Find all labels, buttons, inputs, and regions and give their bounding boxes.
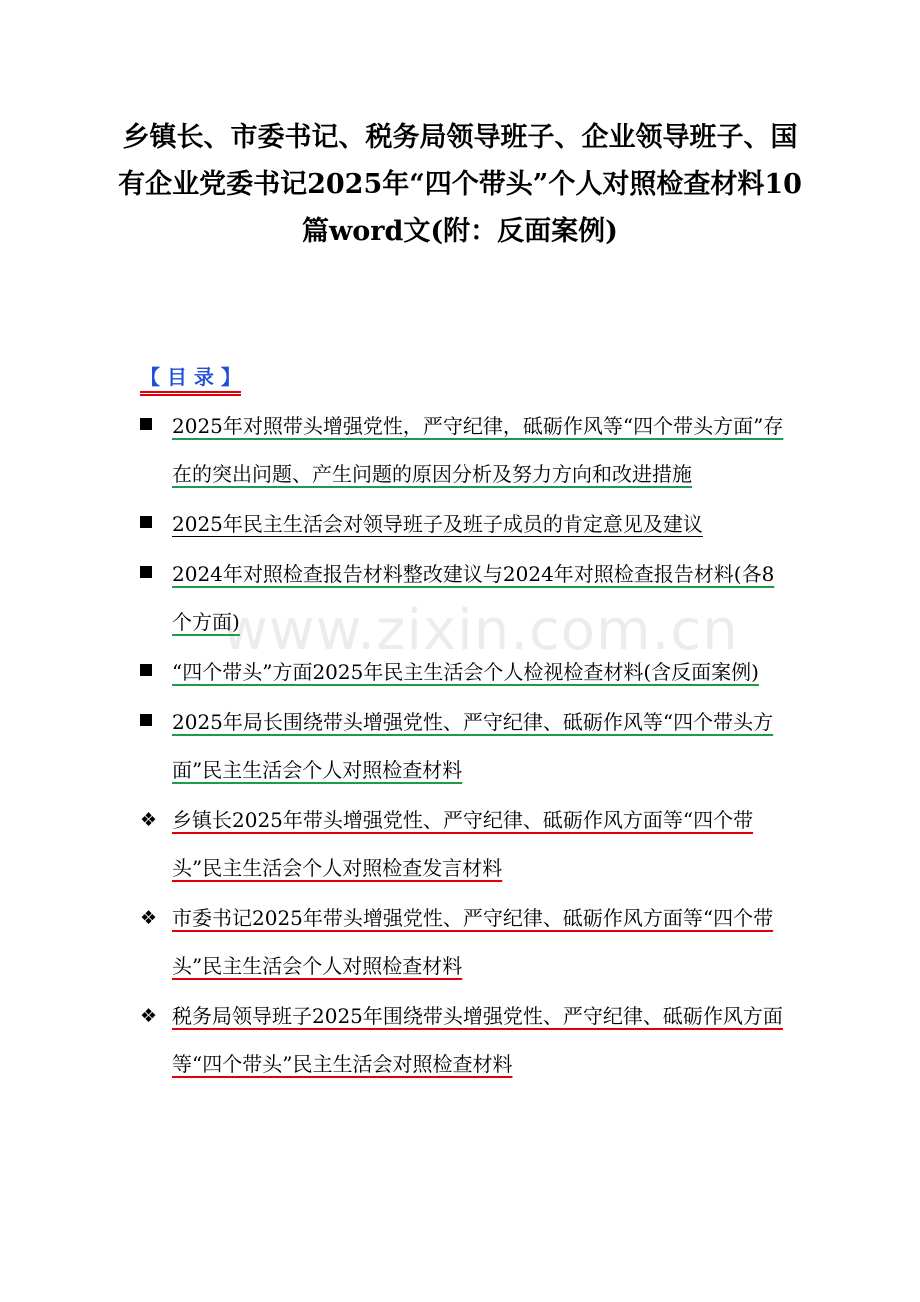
square-bullet-icon bbox=[140, 648, 172, 696]
toc-item[interactable] bbox=[140, 992, 790, 1088]
toc-item[interactable] bbox=[140, 894, 790, 990]
toc-item[interactable] bbox=[140, 648, 790, 696]
toc-item[interactable] bbox=[140, 698, 790, 794]
toc-item[interactable] bbox=[140, 500, 790, 548]
square-bullet-icon bbox=[140, 500, 172, 548]
toc-link[interactable]: 税务局领导班子2025年围绕带头增强党性、严守纪律、砥砺作风方面等“四个带头”民主生活会对照检查材料 bbox=[172, 1004, 783, 1076]
square-bullet-icon bbox=[140, 550, 172, 598]
toc-list bbox=[140, 402, 790, 1090]
toc-item[interactable] bbox=[140, 796, 790, 892]
diamond-bullet-icon: ❖ bbox=[140, 1005, 158, 1027]
square-bullet-icon bbox=[140, 402, 172, 450]
toc-link[interactable]: 乡镇长2025年带头增强党性、严守纪律、砥砺作风方面等“四个带头”民主生活会个人对照检查发言材料 bbox=[172, 808, 754, 880]
square-bullet-icon bbox=[140, 698, 172, 746]
diamond-bullet-icon: ❖ bbox=[140, 809, 158, 831]
toc-link[interactable]: 2025年民主生活会对领导班子及班子成员的肯定意见及建议 bbox=[172, 512, 703, 536]
document-title: 乡镇长、市委书记、税务局领导班子、企业领导班子、国有企业党委书记2025年“四个带头”个人对照检查材料10篇word文(附：反面案例) bbox=[118, 122, 802, 247]
toc-link[interactable]: 市委书记2025年带头增强党性、严守纪律、砥砺作风方面等“四个带头”民主生活会个人对照检查材料 bbox=[172, 906, 774, 978]
toc-link[interactable]: “四个带头”方面2025年民主生活会个人检视检查材料(含反面案例) bbox=[172, 660, 759, 684]
toc-link[interactable]: 2025年对照带头增强党性，严守纪律，砥砺作风等“四个带头方面”存在的突出问题、产生问题的原因分析及努力方向和改进措施 bbox=[172, 414, 784, 486]
toc-item[interactable] bbox=[140, 402, 790, 498]
diamond-bullet-icon: ❖ bbox=[140, 907, 158, 929]
watermark: www.zixin.com.cn bbox=[222, 598, 739, 663]
toc-item[interactable] bbox=[140, 550, 790, 646]
toc-link[interactable]: 2025年局长围绕带头增强党性、严守纪律、砥砺作风等“四个带头方面”民主生活会个人对照检查材料 bbox=[172, 710, 774, 782]
toc-heading: 【 目 录 】 bbox=[140, 363, 241, 393]
toc-link[interactable]: 2024年对照检查报告材料整改建议与2024年对照检查报告材料(各8个方面) bbox=[172, 562, 775, 634]
